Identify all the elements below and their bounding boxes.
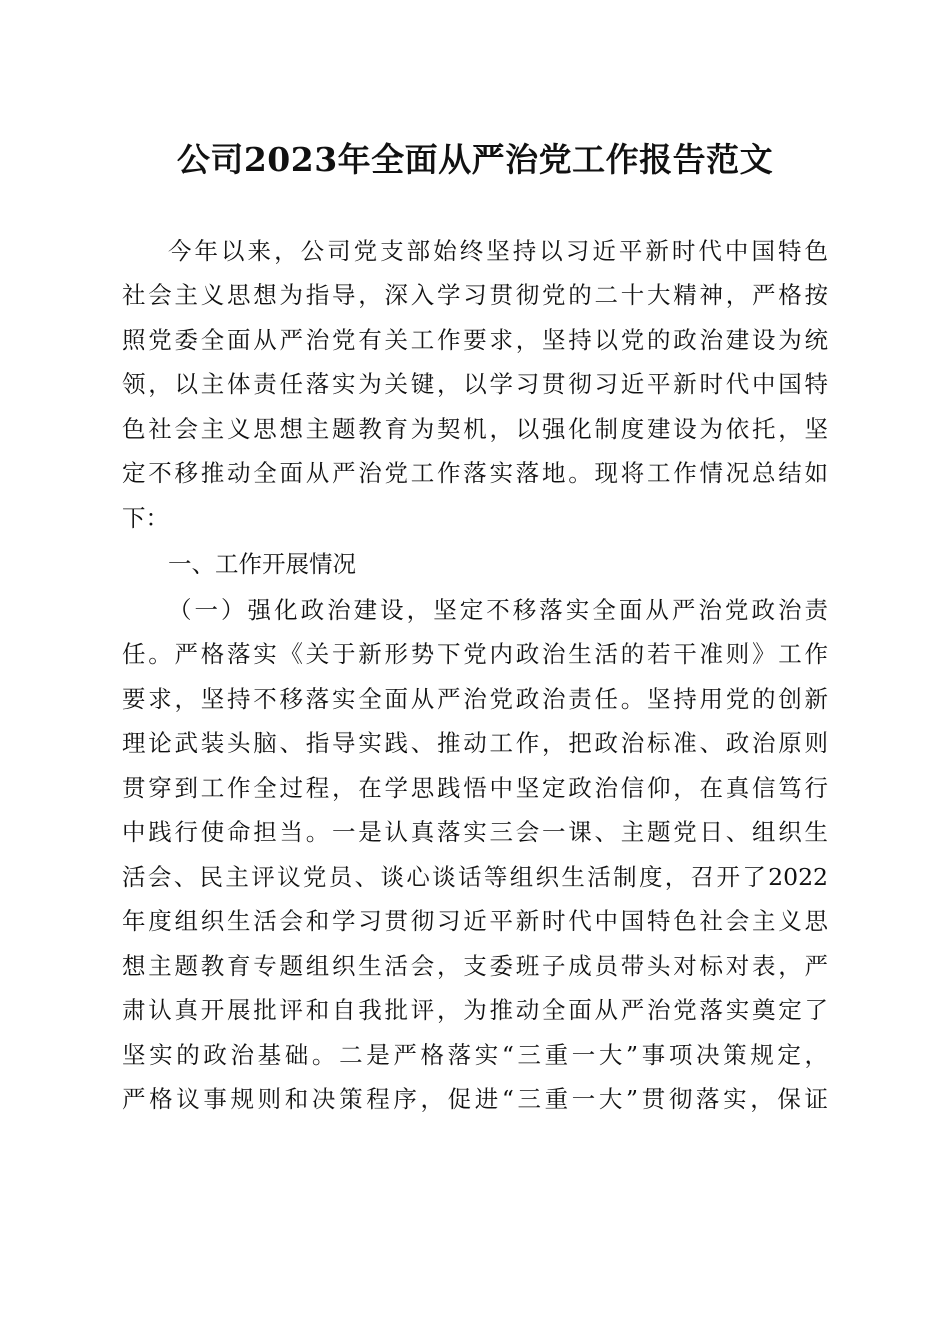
- document-title: 公司2023年全面从严治党工作报告范文: [176, 140, 774, 179]
- paragraph-line: 要求，坚持不移落实全面从严治党政治责任。坚持用党的创新: [122, 685, 828, 713]
- paragraph-line: （一）强化政治建设，坚定不移落实全面从严治党政治责: [168, 596, 828, 624]
- paragraph-line: 贯穿到工作全过程，在学思践悟中坚定政治信仰，在真信笃行: [122, 774, 828, 802]
- paragraph-line: 定不移推动全面从严治党工作落实落地。现将工作情况总结如: [122, 459, 828, 487]
- paragraph-line: 肃认真开展批评和自我批评，为推动全面从严治党落实奠定了: [122, 996, 828, 1024]
- paragraph-line: 理论武装头脑、指导实践、推动工作，把政治标准、政治原则: [122, 729, 828, 757]
- section-heading: 一、工作开展情况: [168, 550, 356, 578]
- paragraph-line: 严格议事规则和决策程序，促进“三重一大”贯彻落实，保证: [122, 1085, 828, 1113]
- paragraph-line: 中践行使命担当。一是认真落实三会一课、主题党日、组织生: [122, 818, 828, 846]
- paragraph-line: 活会、民主评议党员、谈心谈话等组织生活制度，召开了2022: [122, 863, 828, 891]
- paragraph-line: 领，以主体责任落实为关键，以学习贯彻习近平新时代中国特: [122, 370, 828, 398]
- paragraph-line: 想主题教育专题组织生活会，支委班子成员带头对标对表，严: [122, 952, 828, 980]
- paragraph-line: 坚实的政治基础。二是严格落实“三重一大”事项决策规定，: [122, 1041, 828, 1069]
- paragraph-line: 照党委全面从严治党有关工作要求，坚持以党的政治建设为统: [122, 326, 828, 354]
- paragraph-line: 色社会主义思想主题教育为契机，以强化制度建设为依托，坚: [122, 415, 828, 443]
- paragraph-line: 年度组织生活会和学习贯彻习近平新时代中国特色社会主义思: [122, 907, 828, 935]
- paragraph-line: 任。严格落实《关于新形势下党内政治生活的若干准则》工作: [122, 640, 828, 668]
- paragraph-line: 社会主义思想为指导，深入学习贯彻党的二十大精神，严格按: [122, 281, 828, 309]
- paragraph-line: 下：: [122, 504, 169, 532]
- paragraph-line: 今年以来，公司党支部始终坚持以习近平新时代中国特色: [168, 237, 828, 265]
